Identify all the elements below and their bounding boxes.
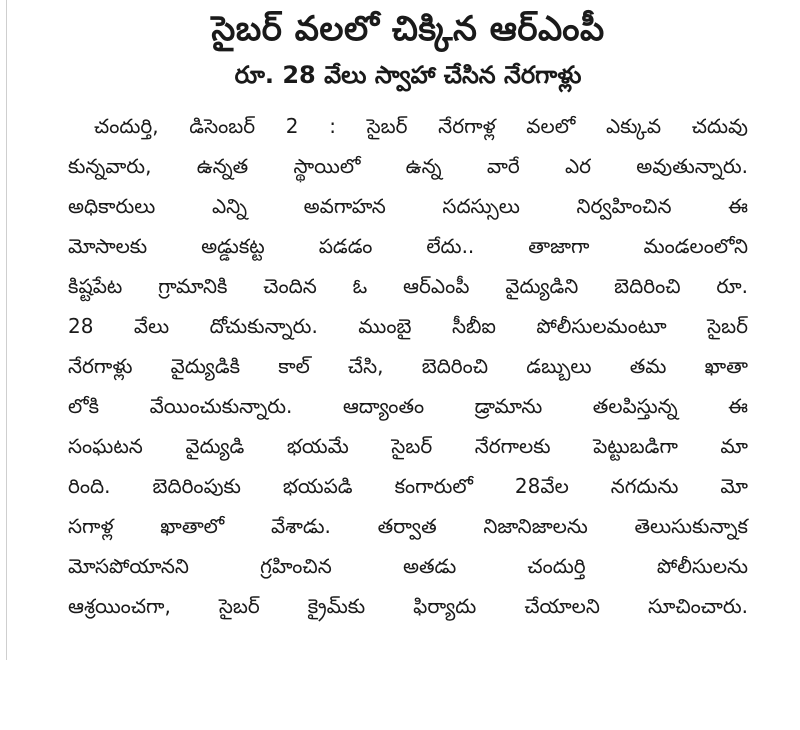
body-line: నేరగాళ్లు వైద్యుడికి కాల్ చేసి, బెదిరించి డబ్బులు తమ ఖాతా — [68, 354, 748, 378]
body-line: 28 వేలు దోచుకున్నారు. ముంబై సీబీఐ పోలీసులమంటూ సైబర్ — [68, 314, 748, 338]
body-line: సగాళ్ల ఖాతాలో వేశాడు. తర్వాత నిజానిజాలను తెలుసుకున్నాక — [68, 514, 748, 538]
body-line: మోసపోయానని గ్రహించిన అతడు చందుర్తి పోలీసులను — [68, 554, 748, 578]
news-article — [68, 0, 748, 626]
body-line: చందుర్తి, డిసెంబర్ 2 : సైబర్ నేరగాళ్ల వలలో ఎక్కువ చదువు — [94, 114, 748, 138]
body-line: మోసాలకు అడ్డుకట్ట పడడం లేదు.. తాజాగా మండలంలోని — [68, 234, 748, 258]
body-line: లోకి వేయించుకున్నారు. ఆద్యాంతం డ్రామాను తలపిస్తున్న ఈ — [68, 394, 748, 418]
headline: సైబర్ వలలో చిక్కిన ఆర్ఎంపీ — [211, 9, 605, 49]
column-divider — [6, 0, 7, 660]
subheadline: రూ. 28 వేలు స్వాహా చేసిన నేరగాళ్లు — [234, 61, 582, 89]
body-line: ఆశ్రయించగా, సైబర్ క్రైమ్‌కు ఫిర్యాదు చేయాలని సూచించారు. — [68, 594, 748, 618]
body-line: కున్నవారు, ఉన్నత స్థాయిలో ఉన్న వారే ఎర అవుతున్నారు. — [68, 154, 748, 178]
article-body — [68, 106, 748, 626]
body-line: రింది. బెదిరింపుకు భయపడి కంగారులో 28వేల నగదును మో — [68, 474, 748, 498]
body-line: అధికారులు ఎన్ని అవగాహన సదస్సులు నిర్వహించిన ఈ — [68, 194, 748, 218]
body-line: కిష్టపేట గ్రామానికి చెందిన ఓ ఆర్ఎంపీ వైద్యుడిని బెదిరించి రూ. — [68, 274, 748, 298]
body-line: సంఘటన వైద్యుడి భయమే సైబర్ నేరగాలకు పెట్టుబడిగా మా — [68, 434, 748, 458]
